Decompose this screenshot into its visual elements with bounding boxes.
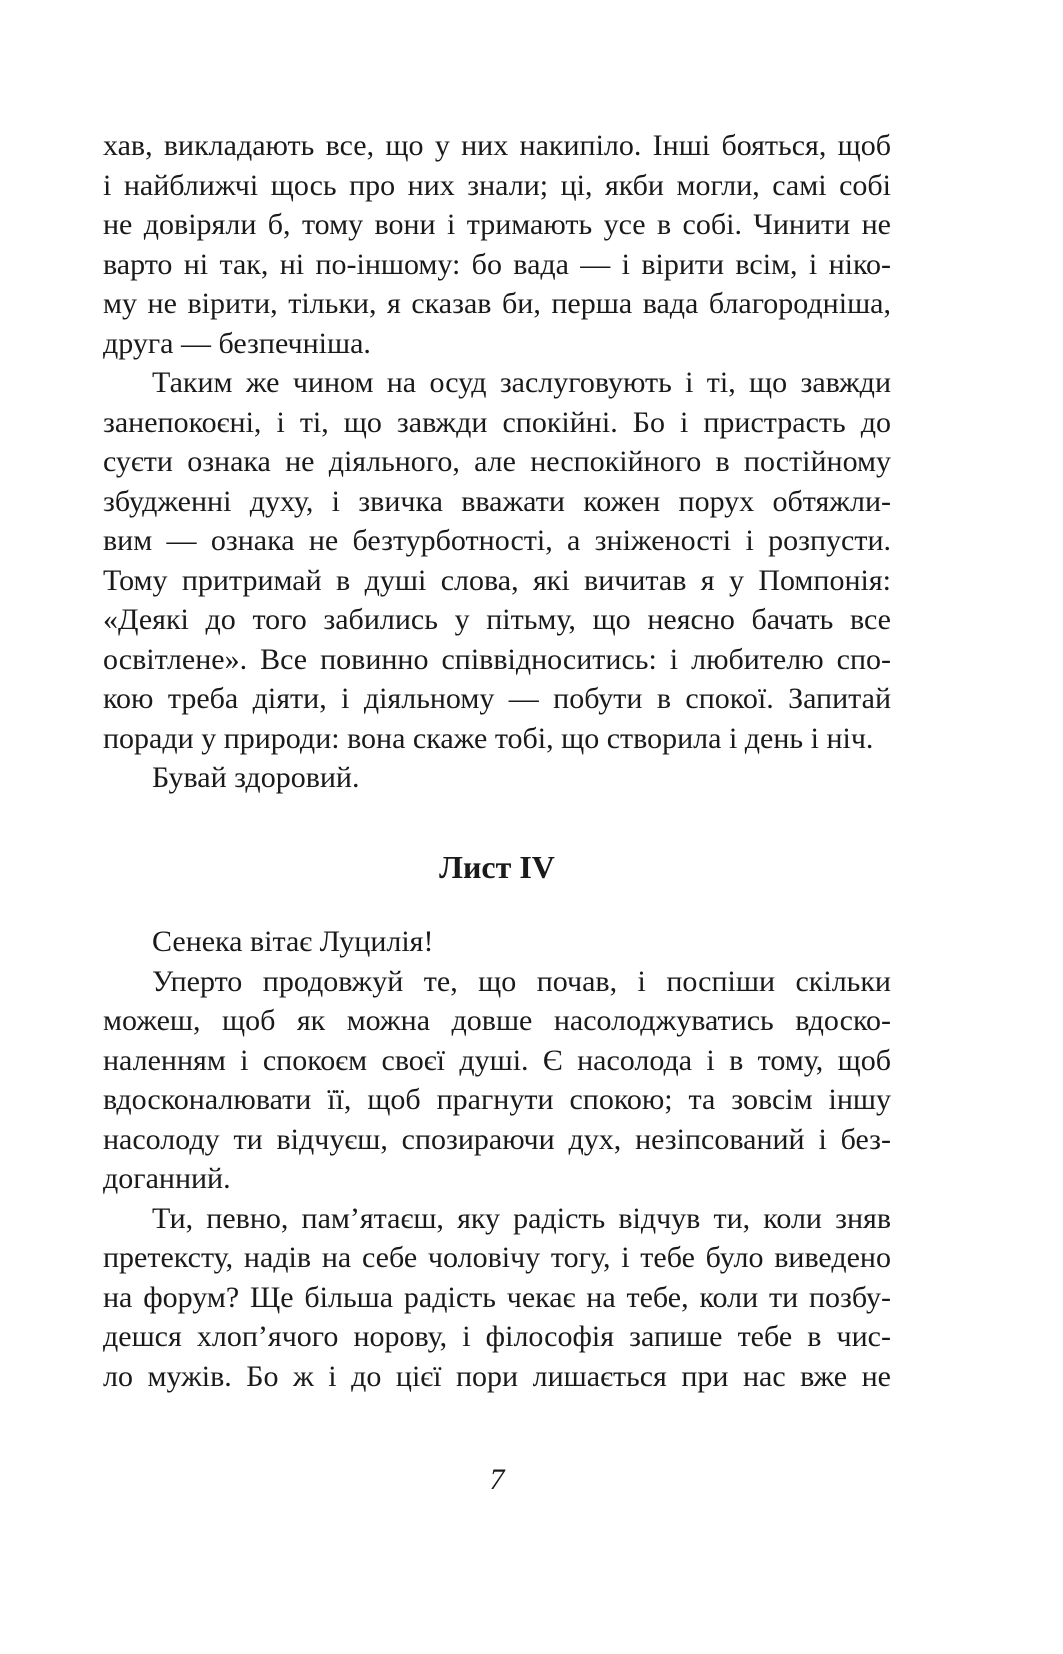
text-line: освітлене». Все повинно співвідноситись: і любителю спо- [103, 642, 891, 676]
section-heading: Лист IV [439, 849, 555, 885]
text-line: ло мужів. Бо ж і до цієї пори лишається при нас вже не [103, 1359, 891, 1393]
text-line: можеш, щоб як можна довше насолоджуватись вдоско- [103, 1004, 891, 1037]
text-line: дешся хлоп’ячого норову, і філософія запише тебе в чис- [103, 1320, 891, 1353]
text-line: друга — безпечніша. [103, 326, 371, 360]
text-line: Сенека вітає Луцилія! [152, 925, 434, 958]
text-line: Тому притримай в душі слова, які вичитав я у Помпонія: [103, 563, 891, 597]
text-line: доганний. [103, 1162, 231, 1195]
text-line: поради у природи: вона скаже тобі, що створила і день і ніч. [103, 721, 874, 755]
text-line: і найближчі щось про них знали; ці, якби могли, самі собі [103, 168, 891, 202]
text-line: насолоду ти відчуєш, спозираючи дух, незіпсований і без- [103, 1122, 891, 1156]
text-line: му не вірити, тільки, я сказав би, перша вада благородніша, [103, 287, 891, 320]
text-line: збудженні духу, і звичка вважати кожен порух обтяжли- [103, 484, 891, 518]
text-line: «Деякі до того забились у пітьму, що неясно бачать все [103, 603, 891, 636]
text-block-letter-iii-end [103, 126, 891, 798]
text-line: вдосконалювати її, щоб прагнути спокою; та зовсім іншу [103, 1083, 891, 1116]
text-line: кою треба діяти, і діяльному — побути в спокої. Запитай [103, 682, 891, 715]
text-line: наленням і спокоєм своєї душі. Є насолода і в тому, щоб [103, 1043, 891, 1077]
text-line: занепокоєні, і ті, що завжди спокійні. Бо і пристрасть до [103, 405, 891, 439]
text-line: Ти, певно, пам’ятаєш, яку радість відчув ти, коли зняв [152, 1201, 891, 1235]
text-line: варто ні так, ні по-іншому: бо вада — і вірити всім, і ніко- [103, 247, 891, 281]
text-line: хав, викладають все, що у них накипіло. Інші бояться, щоб [103, 129, 891, 162]
text-line: вим — ознака не безтурботності, а зніженості і розпусти. [103, 524, 891, 557]
text-line: Бувай здоровий. [152, 761, 360, 794]
text-line: претексту, надів на себе чоловічу тогу, і тебе було виведено [103, 1241, 891, 1274]
text-line: Уперто продовжуй те, що почав, і поспіши скільки [152, 964, 891, 998]
page-number: 7 [489, 1463, 505, 1496]
text-line: на форум? Ще більша радість чекає на тебе, коли ти позбу- [103, 1280, 891, 1314]
text-block-letter-iv [103, 922, 891, 1396]
text-line: Таким же чином на осуд заслуговують і ті, що завжди [152, 366, 891, 399]
text-line: суєти ознака не діяльного, але неспокійного в постійному [103, 445, 891, 478]
text-line: не довіряли б, тому вони і тримають усе в собі. Чинити не [103, 208, 891, 241]
